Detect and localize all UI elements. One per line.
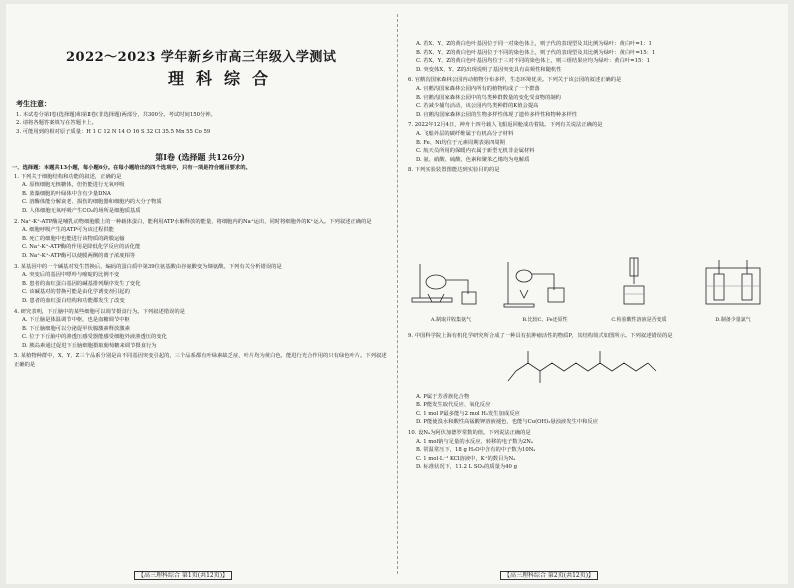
option: D. P能使溴水和酸性高锰酸钾溶液褪色，也能与Cu(OH)₂悬浊液发生中和反应 xyxy=(416,419,598,426)
figure-caption: B.比较C、Fe还原性 xyxy=(522,317,568,323)
option: C. 若减少捕鸟活动，该公园内鸟类种群的K值会提高 xyxy=(416,103,539,110)
question-1 xyxy=(12,173,390,216)
option: D. 官鹅沟国家森林公园的生物多样性体现了遗传多样性和物种多样性 xyxy=(416,111,578,118)
question-stem: 3. 某基因中的一个碱基对发生替换后，编码的蛋白质中第39位氨基酸由谷氨酸变为缬氨酸。下列有关分析错误的是 xyxy=(14,263,282,270)
option: D. 人体细胞无氧呼吸产生CO₂的场所是细胞质基质 xyxy=(22,207,141,214)
apparatus-c-icon xyxy=(594,254,684,312)
option: A. 官鹅沟国家森林公园内所有的植物构成了一个群落 xyxy=(416,85,540,92)
figure-caption: C.检验酸性溶液是否变质 xyxy=(611,317,667,323)
option: D. 患者的血红蛋白结构和功能都发生了改变 xyxy=(22,297,125,304)
question-stem: 4. 研究表明，下丘脑中的某些细胞可以调节摄食行为。下列叙述错误的是 xyxy=(14,308,185,315)
option: C. 溶酶体能分解衰老、损伤的细胞器和细胞内的大分子物质 xyxy=(22,199,162,206)
page-footer-left xyxy=(134,570,232,579)
subject-title: 理科综合 xyxy=(168,69,281,88)
apparatus-d-icon xyxy=(688,254,778,312)
question-stem: 5. 某植物种群中，X、Y、Z三个品系分别是由不同基因突变引起的，三个品系都有叶绿素缺乏症，叶片均为黄白色，能进行光合作用的只有绿色叶片。下列叙述正确的是 xyxy=(14,353,387,369)
figure-a xyxy=(406,254,496,326)
question-stem: 2. Na⁺-K⁺-ATP酶是哺乳动物细胞膜上的一种载体蛋白，能利用ATP水解释放的能量，将细胞内的Na⁺运出，同时将细胞外的K⁺运入。下列叙述正确的是 xyxy=(14,218,372,225)
question-block-right-top xyxy=(406,40,784,175)
footer-label: 【高三理科综合 第1页(共12页)】 xyxy=(134,571,232,580)
option: A. 若X、Y、Z的黄白色叶基因位于同一对染色体上，则子代的表现型及其比例为绿叶：黄白叶=1：1 xyxy=(416,41,652,47)
notice-item: 2. 请将各题答案填写在答题卡上。 xyxy=(16,120,97,127)
exam-sheet xyxy=(6,4,788,584)
figure-b xyxy=(500,254,590,326)
option: B. 常温常压下，18 g H₂O中含有的中子数为10Nₐ xyxy=(416,447,536,454)
figure-caption: A.制取并收集氨气 xyxy=(430,317,472,323)
option: D. Na⁺-K⁺-ATP酶可以使膜两侧的离子浓度相等 xyxy=(22,252,136,259)
exam-title: 2022～2023 学年新乡市高三年级入学测试 xyxy=(66,50,337,65)
option: C. Na⁺-K⁺-ATP酶的作用是降低化学反应的活化能 xyxy=(22,244,141,251)
question-6 xyxy=(406,76,784,119)
apparatus-a-icon xyxy=(406,254,496,312)
structure-formula xyxy=(406,341,784,393)
option: B. 患者的血红蛋白基因的碱基排列顺序发生了变化 xyxy=(22,280,141,287)
question-9 xyxy=(406,332,784,427)
question-3 xyxy=(12,263,390,306)
option: C. 位于下丘脑中的渗透压感受器能感受细胞外液渗透压的变化 xyxy=(22,334,167,341)
question-4 xyxy=(12,308,390,351)
question-stem: 10. 设Nₐ为阿伏加德罗常数的值。下列说法正确的是 xyxy=(408,429,531,436)
candidate-notice xyxy=(16,100,376,136)
left-page xyxy=(6,4,394,584)
question-5-options xyxy=(406,40,784,74)
option: B. P能发生取代反应、氧化反应 xyxy=(416,402,491,409)
question-stem: 1. 下列关于细胞结构和功能的叙述，正确的是 xyxy=(14,173,122,180)
molecule-diagram xyxy=(496,341,666,391)
notice-heading: 考生注意： xyxy=(16,99,51,108)
question-stem: 8. 下列实验装置图能达到实验目的的是 xyxy=(408,167,500,174)
option: A. 飞船外层的碳纤维属于有机高分子材料 xyxy=(416,130,514,137)
question-stem: 7. 2022年12月4日，神舟十四号载人飞船返回舱成功着陆。下列有关说法正确的是 xyxy=(408,122,603,129)
question-block-left xyxy=(12,164,390,370)
option: D. 标准状况下，11.2 L SO₃的质量为40 g xyxy=(416,464,517,471)
column-divider xyxy=(397,14,398,574)
option: A. 下丘脑是体温调节中枢，也是血糖调节中枢 xyxy=(22,317,130,324)
option: A. 突变后的基因中嘌呤与嘧啶的比例不变 xyxy=(22,272,120,279)
question-5 xyxy=(12,352,390,369)
option: B. 蓝藻细胞的叶绿体中含有少量DNA xyxy=(22,190,111,197)
option: C. 航天员所用的保暖内衣属于新型无机非金属材料 xyxy=(416,148,535,155)
question-10 xyxy=(406,429,784,472)
question-2 xyxy=(12,218,390,261)
option: A. 原核细胞无核糖体，但仍能进行无氧呼吸 xyxy=(22,182,125,189)
question-stem: 6. 官鹅沟国家森林公园内动植物分布多样，生态环境优美。下列关于该公园的叙述正确的是 xyxy=(408,77,622,84)
figure-c xyxy=(594,254,684,326)
question-7 xyxy=(406,121,784,164)
question-stem: 9. 中国科学院上海有机化学研究所合成了一种具有抗肿瘤活性的物质P，其结构简式如图所示。下列叙述错误的是 xyxy=(408,333,673,339)
figure-caption: D.制备少量氯气 xyxy=(715,317,751,323)
notice-item: 1. 本试卷分第Ⅰ卷(选择题)和第Ⅱ卷(非选择题)两部分，共300分。考试时间150分钟。 xyxy=(16,111,216,118)
page-footer-right xyxy=(500,570,598,579)
footer-label: 【高三理科综合 第2页(共12页)】 xyxy=(500,571,598,580)
option: D. 氨、硝酸、硫酸、色素和聚苯乙烯均为电解质 xyxy=(416,156,530,163)
option: A. 1 mol钠与足量的水反应，转移的电子数为2Nₐ xyxy=(416,438,533,445)
option: B. 官鹅沟国家森林公园中的鸟类种群数量的变化受食物的制约 xyxy=(416,94,561,101)
figure-d xyxy=(688,254,778,326)
option: C. 该碱基对的替换可能是由化学诱变剂引起的 xyxy=(22,289,130,296)
question-block-right-bottom xyxy=(406,332,784,472)
section-heading: 第Ⅰ卷 (选择题 共126分) xyxy=(155,152,245,162)
option: B. 死亡的细胞中也能进行该物质的跨膜运输 xyxy=(22,235,125,242)
notice-item: 3. 可能用到的相对原子质量：H 1 C 12 N 14 O 16 S 32 Cl 35.5 Mn 55 Co 59 xyxy=(16,128,211,135)
option: B. Fe、Ni均位于元素周期表第四周期 xyxy=(416,139,505,146)
section-intro: 一、选择题：本题共13小题，每小题6分。在每小题给出的四个选项中，只有一项是符合题目要求的。 xyxy=(12,165,251,171)
option: B. 下丘脑细胞可以分泌促甲状腺激素释放激素 xyxy=(22,325,130,332)
option: C. 若X、Y、Z的黄白色叶基因均位于三对不同的染色体上，则三组结果应均为绿叶：黄白叶=15：1 xyxy=(416,58,651,65)
option: D. 突变体X、Y、Z的出现说明了基因突变具有高频性和随机性 xyxy=(416,66,562,73)
question-8 xyxy=(406,166,784,175)
experiment-figures xyxy=(406,254,782,326)
option: B. 若X、Y、Z的黄白色叶基因位于不同的染色体上，则子代的表现型及其比例为绿叶：黄白叶=15：1 xyxy=(416,49,656,56)
option: C. 1 mol·L⁻¹ KCl溶液中，K⁺的数目为Nₐ xyxy=(416,455,516,462)
option: C. 1 mol P最多能与2 mol H₂发生加成反应 xyxy=(416,410,520,417)
apparatus-b-icon xyxy=(500,254,590,312)
option: A. 细胞呼吸产生的ATP可为该过程供能 xyxy=(22,227,114,234)
option: D. 胰岛素通过促进下丘脑细胞摄取葡萄糖来调节摄食行为 xyxy=(22,342,157,349)
option: A. P属于芳香族化合物 xyxy=(416,393,470,400)
